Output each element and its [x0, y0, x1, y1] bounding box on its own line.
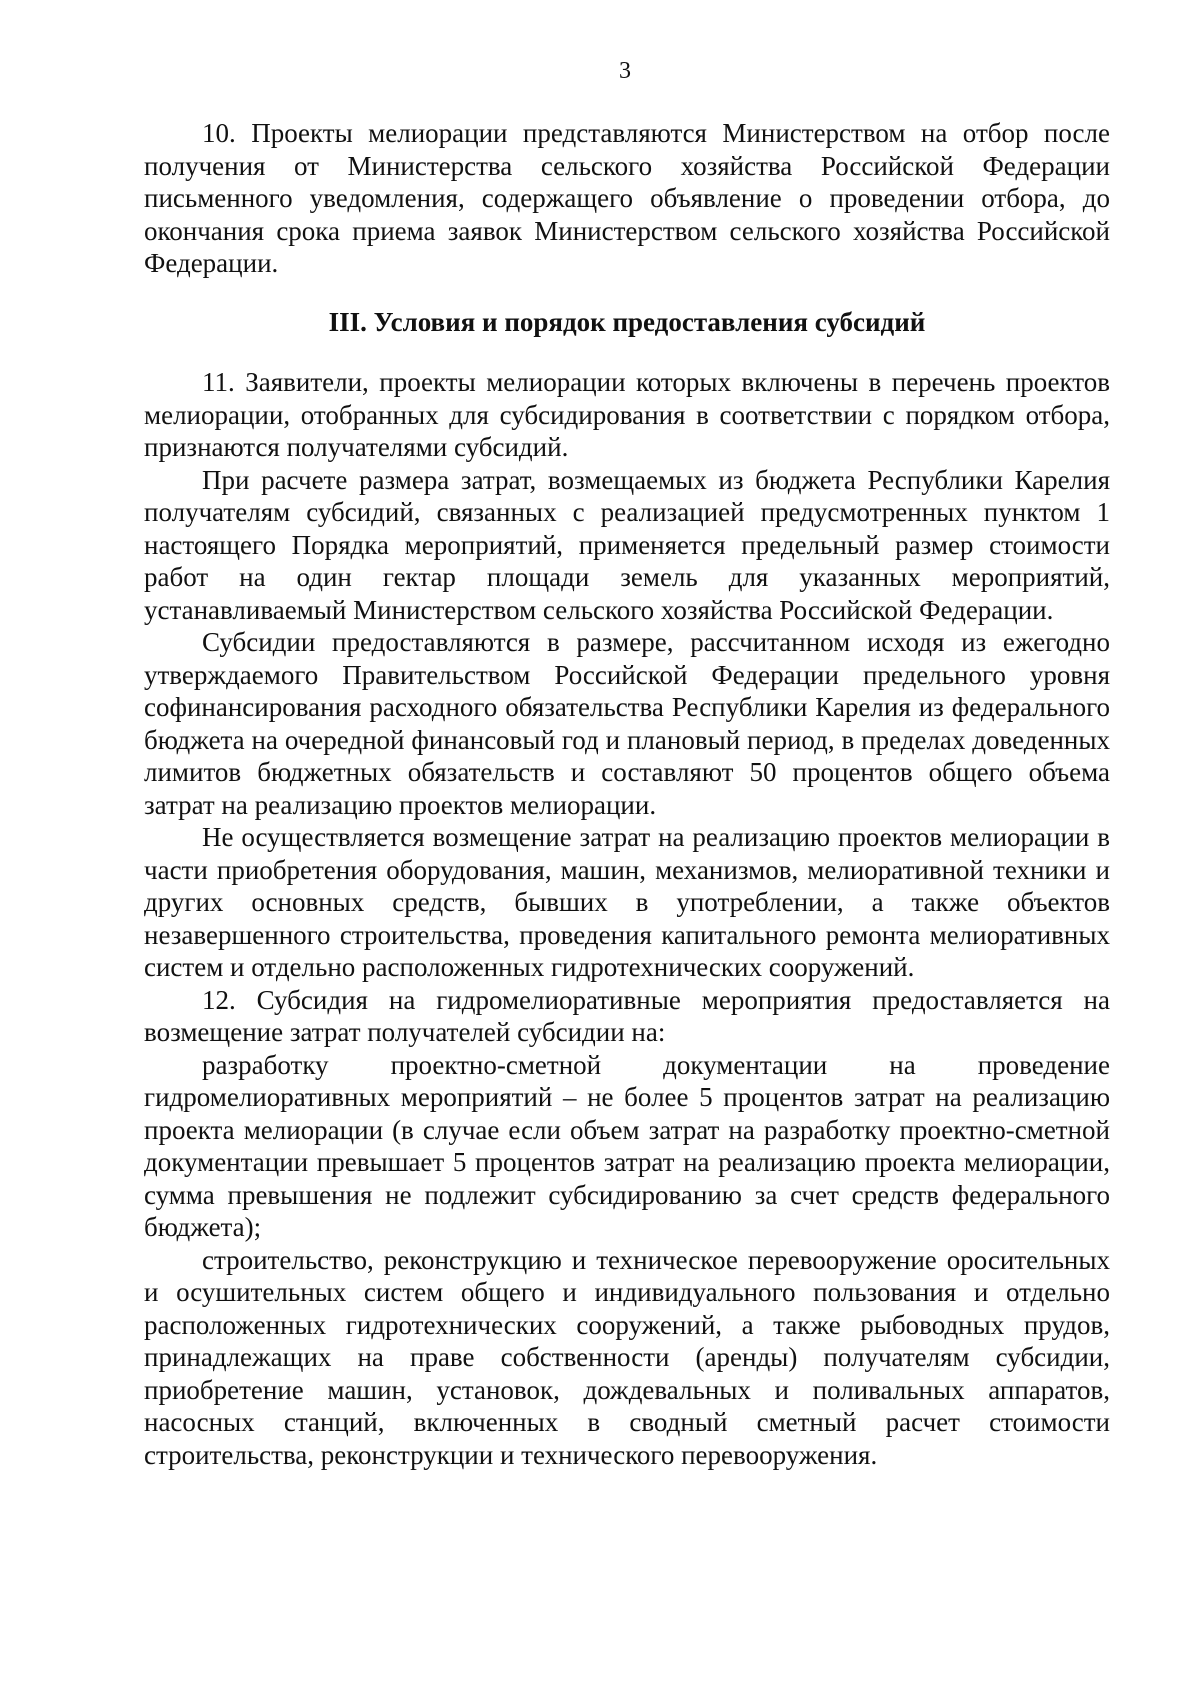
document-body — [144, 117, 1110, 1471]
paragraph-11: 11. Заявители, проекты мелиорации которых включены в перечень проектов мелиорации, отобранных для субсидирования в соответствии с порядком отбора, признаются получателями субсидий. — [144, 367, 1110, 462]
paragraph-subsidy-size: Субсидии предоставляются в размере, рассчитанном исходя из ежегодно утверждаемого Правительством Российской Федерации предельного уровня софинансирования расходного обязательства Республики Карелия из федерального бюджета на очередной финансовый год и плановый период, в пределах доведенных лимитов бюджетных обязательств и составляют 50 процентов общего объема затрат на реализацию проектов мелиорации. — [144, 627, 1110, 820]
paragraph-exclusions: Не осуществляется возмещение затрат на реализацию проектов мелиорации в части приобретения оборудования, машин, механизмов, мелиоративной техники и других основных средств, бывших в употреблении, а также объектов незавершенного строительства, проведения капитального ремонта мелиоративных систем и отдельно расположенных гидротехнических сооружений. — [144, 822, 1110, 982]
paragraph-10: 10. Проекты мелиорации представляются Министерством на отбор после получения от Министерства сельского хозяйства Российской Федерации письменного уведомления, содержащего объявление о проведении отбора, до окончания срока приема заявок Министерством сельского хозяйства Российской Федерации. — [144, 118, 1110, 278]
paragraph-cost-calculation: При расчете размера затрат, возмещаемых из бюджета Республики Карелия получателям субсидий, связанных с реализацией предусмотренных пунктом 1 настоящего Порядка мероприятий, применяется предельный размер стоимости работ на один гектар площади земель для указанных мероприятий, устанавливаемый Министерством сельского хозяйства Российской Федерации. — [144, 464, 1110, 625]
paragraph-construction: строительство, реконструкцию и техническое перевооружение оросительных и осушительных систем общего и индивидуального пользования и отдельно расположенных гидротехнических сооружений, а также рыбоводных прудов, принадлежащих на праве собственности (аренды) получателям субсидии, приобретение машин, установок, дождевальных и поливальных аппаратов, насосных станций, включенных в сводный сметный расчет стоимости строительства, реконструкции и технического перевооружения. — [144, 1244, 1110, 1470]
paragraph-design-documentation: разработку проектно-сметной документации на проведение гидромелиоративных мероприятий – не более 5 процентов затрат на реализацию проекта мелиорации (в случае если объем затрат на разработку проектно-сметной документации превышает 5 процентов затрат на реализацию проекта мелиорации, сумма превышения не подлежит субсидированию за счет средств федерального бюджета); — [144, 1049, 1110, 1242]
page-number: 3 — [619, 58, 631, 84]
section-heading: III. Условия и порядок предоставления субсидий — [328, 306, 926, 337]
paragraph-12: 12. Субсидия на гидромелиоративные мероприятия предоставляется на возмещение затрат получателей субсидии на: — [144, 984, 1110, 1047]
